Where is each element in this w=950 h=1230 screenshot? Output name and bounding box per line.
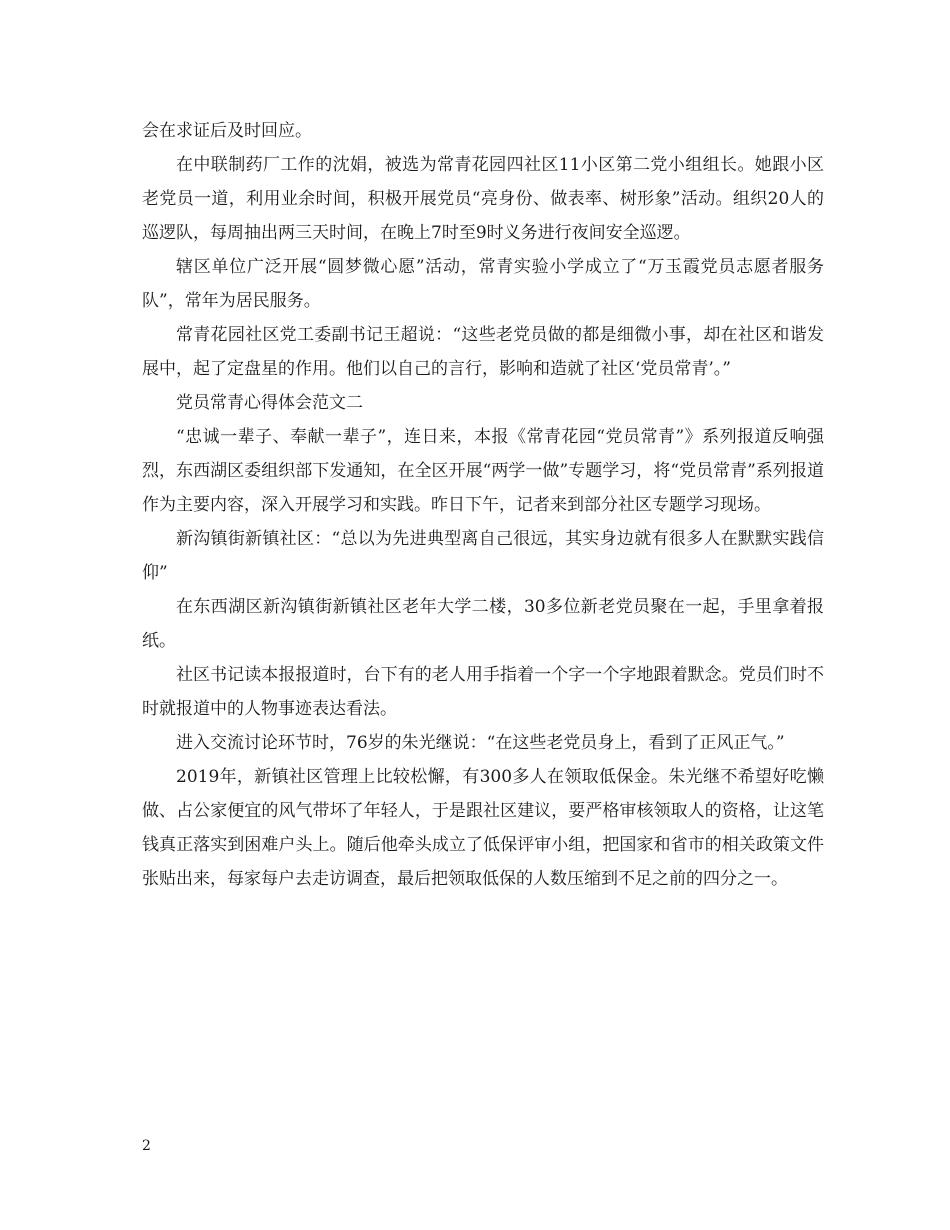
paragraph: 会在求证后及时回应。 xyxy=(142,121,312,141)
paragraph: 新沟镇街新镇社区：“总以为先进典型离自己很远，其实身边就有很多人在默默实践信仰” xyxy=(142,529,824,583)
paragraph: 2019年，新镇社区管理上比较松懈，有300多人在领取低保金。朱光继不希望好吃懒做、占公家便宜的风气带坏了年轻人，于是跟社区建议，要严格审核领取人的资格，让这笔钱真正落实到困难户头上。随后他牵头成立了低保评审小组，把国家和省市的相关政策文件张贴出来，每家每户去走访调查，最后把领取低保的人数压缩到不足之前的四分之一。 xyxy=(142,767,824,889)
document-body xyxy=(142,114,824,896)
paragraph: “忠诚一辈子、奉献一辈子”，连日来，本报《常青花园“党员常青”》系列报道反响强烈，东西湖区委组织部下发通知，在全区开展“两学一做”专题学习，将“党员常青”系列报道作为主要内容，深入开展学习和实践。昨日下午，记者来到部分社区专题学习现场。 xyxy=(142,427,824,515)
paragraph: 进入交流讨论环节时，76岁的朱光继说：“在这些老党员身上，看到了正风正气。” xyxy=(176,733,785,753)
paragraph: 社区书记读本报报道时，台下有的老人用手指着一个字一个字地跟着默念。党员们时不时就报道中的人物事迹表达看法。 xyxy=(142,665,824,719)
paragraph: 在东西湖区新沟镇街新镇社区老年大学二楼，30多位新老党员聚在一起，手里拿着报纸。 xyxy=(142,597,824,651)
section-heading: 党员常青心得体会范文二 xyxy=(176,393,363,413)
paragraph: 在中联制药厂工作的沈娟，被选为常青花园四社区11小区第二党小组组长。她跟小区老党员一道，利用业余时间，积极开展党员“亮身份、做表率、树形象”活动。组织20人的巡逻队，每周抽出两三天时间，在晚上7时至9时义务进行夜间安全巡逻。 xyxy=(142,155,824,243)
paragraph: 常青花园社区党工委副书记王超说：“这些老党员做的都是细微小事，却在社区和谐发展中，起了定盘星的作用。他们以自己的言行，影响和造就了社区‘党员常青’。” xyxy=(142,325,824,379)
paragraph: 辖区单位广泛开展“圆梦微心愿”活动，常青实验小学成立了“万玉霞党员志愿者服务队”，常年为居民服务。 xyxy=(142,257,824,311)
page-number: 2 xyxy=(142,1138,151,1154)
